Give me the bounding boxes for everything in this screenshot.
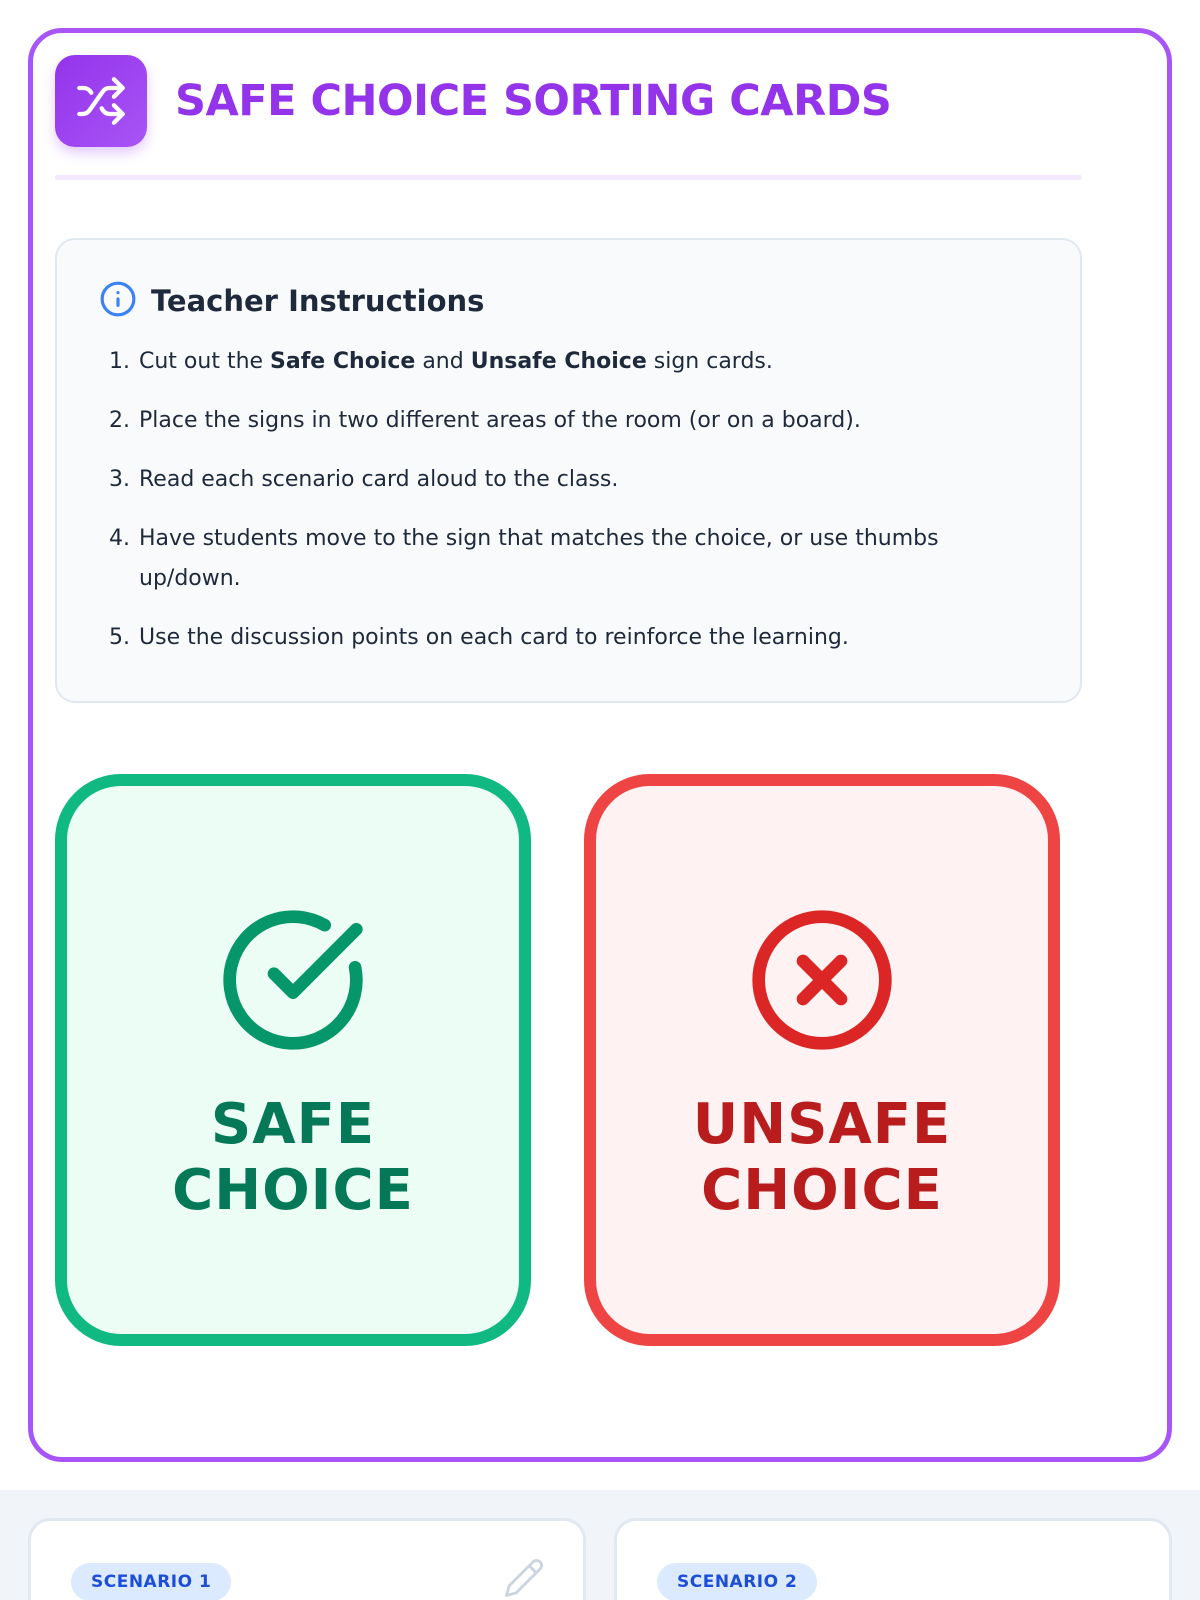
instruction-text: Have students move to the sign that matches the choice, or use thumbs up/down. [139,526,939,591]
instructions-title: Teacher Instructions [151,284,485,318]
unsafe-label-line1: UNSAFE [692,1092,952,1157]
unsafe-label-line2: CHOICE [701,1158,943,1223]
title-divider [55,175,1082,180]
shuffle-icon [55,55,147,147]
safe-choice-sign [55,774,531,1346]
instruction-number: 1. [109,349,130,374]
instruction-text: Cut out the Safe Choice and Unsafe Choice sign cards. [139,349,773,374]
page-title: SAFE CHOICE SORTING CARDS [175,76,892,126]
safe-choice-label [172,1092,414,1224]
instruction-item [109,401,1040,441]
instruction-item [109,519,1040,599]
unsafe-choice-label [693,1092,952,1224]
pencil-icon[interactable] [503,1557,545,1600]
scenario-badge: SCENARIO 2 [657,1563,817,1600]
info-icon [99,280,137,322]
instructions-header [99,280,1040,322]
scenario-badge: SCENARIO 1 [71,1563,231,1600]
instruction-number: 5. [109,625,130,650]
instruction-number: 2. [109,408,130,433]
scenario-card [28,1518,586,1600]
instruction-number: 4. [109,526,130,551]
instructions-list [109,342,1040,658]
page-header [55,55,891,147]
instruction-item [109,460,1040,500]
instruction-number: 3. [109,467,130,492]
safe-label-line2: CHOICE [172,1158,414,1223]
instruction-item [109,342,1040,382]
instruction-text: Read each scenario card aloud to the class. [139,467,619,492]
safe-label-line1: SAFE [210,1092,376,1157]
instruction-text: Use the discussion points on each card to reinforce the learning. [139,625,849,650]
scenario-card [614,1518,1172,1600]
instruction-text: Place the signs in two different areas of the room (or on a board). [139,408,861,433]
instruction-item [109,618,1040,658]
check-circle-icon [217,904,369,1060]
unsafe-choice-sign [584,774,1060,1346]
teacher-instructions-panel [55,238,1082,703]
x-circle-icon [746,904,898,1060]
